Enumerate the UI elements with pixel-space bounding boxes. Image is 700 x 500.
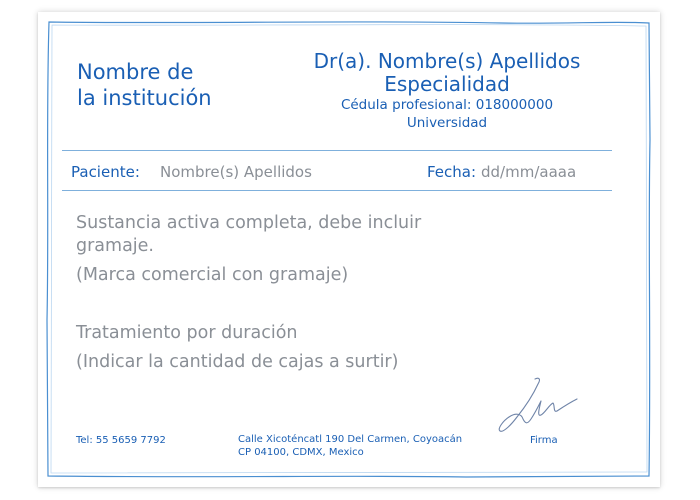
divider-bottom [62, 190, 612, 191]
institution-name [77, 59, 297, 111]
prescription-box-quantity: (Indicar la cantidad de cajas a surtir) [76, 352, 399, 372]
institution-name-line1: Nombre de [77, 60, 194, 84]
signature-label: Firma [530, 435, 558, 446]
patient-label: Paciente: [71, 163, 140, 181]
doctor-name: Dr(a). Nombre(s) Apellidos [313, 49, 581, 73]
patient-name-field: Nombre(s) Apellidos [160, 163, 312, 181]
doctor-university: Universidad [406, 115, 488, 131]
date-field: dd/mm/aaaa [481, 163, 577, 181]
divider-top [62, 150, 612, 151]
prescription-treatment-duration: Tratamiento por duración [76, 323, 298, 343]
prescription-active-substance: Sustancia activa completa, debe incluir gramaje. [76, 213, 422, 256]
phone-number: Tel: 55 5659 7792 [76, 435, 166, 446]
institution-name-line2: la institución [77, 86, 212, 110]
address-line1: Calle Xicoténcatl 190 Del Carmen, Coyoacán [238, 434, 463, 445]
prescription-brand: (Marca comercial con gramaje) [76, 265, 349, 285]
date-label: Fecha: [427, 163, 477, 181]
doctor-specialty: Especialidad [384, 72, 510, 96]
signature-image [495, 375, 580, 435]
address-line2: CP 04100, CDMX, Mexico [238, 447, 364, 458]
doctor-license: Cédula profesional: 018000000 [340, 97, 554, 113]
address [238, 433, 498, 459]
doctor-info [287, 50, 607, 132]
